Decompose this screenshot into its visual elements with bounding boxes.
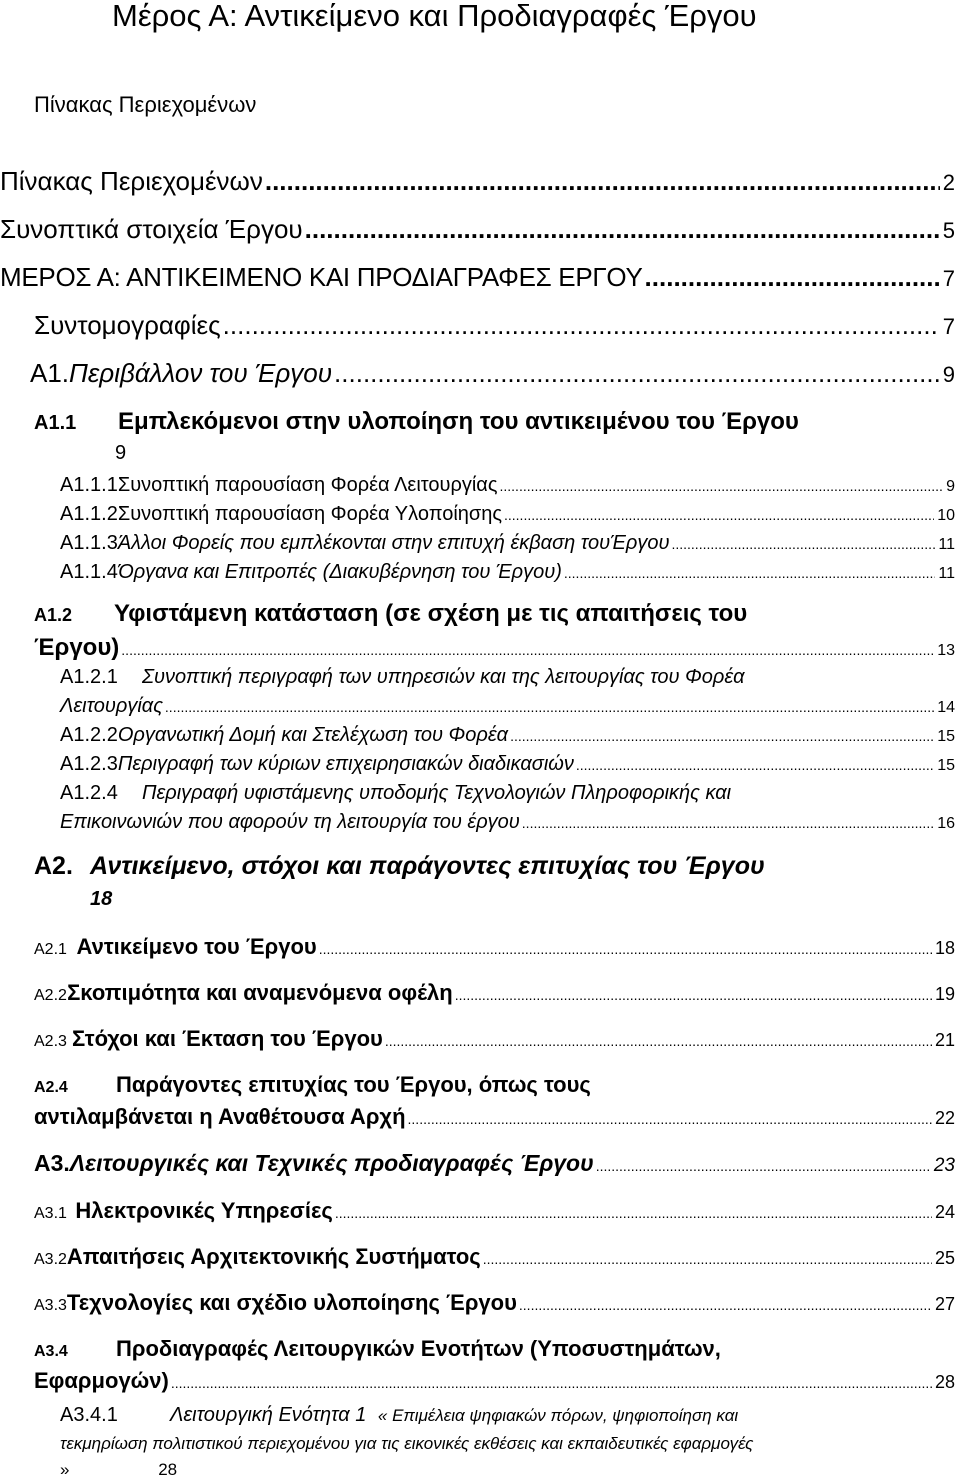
toc-entry-text: Περιβάλλον του Έργου bbox=[69, 358, 333, 388]
toc-leader bbox=[408, 1111, 932, 1127]
toc-entry[interactable] bbox=[34, 1072, 591, 1098]
toc-leader bbox=[455, 987, 932, 1003]
toc-entry-text: Λειτουργικές και Τεχνικές προδιαγραφές Έργου bbox=[69, 1150, 594, 1176]
toc-entry-text: Στόχοι και Έκταση του Έργου bbox=[71, 1026, 383, 1051]
toc-entry-page: 11 bbox=[938, 536, 955, 553]
toc-entry-number: Α3. bbox=[34, 1150, 70, 1176]
toc-leader bbox=[504, 507, 934, 523]
toc-entry-number: Α2.4 bbox=[34, 1079, 68, 1096]
toc-entry-page: 9 bbox=[115, 442, 127, 464]
toc-entry[interactable] bbox=[34, 980, 955, 1006]
toc-entry-number: Α2.1 bbox=[34, 941, 67, 958]
toc-entry[interactable] bbox=[0, 262, 955, 293]
toc-entry-number: Α3.1 bbox=[34, 1205, 67, 1222]
toc-entry-page: 7 bbox=[942, 266, 955, 291]
toc-entry-closing-quote: » bbox=[60, 1460, 70, 1479]
toc-entry-number: Α1.2.2 bbox=[60, 724, 118, 746]
toc-leader bbox=[510, 728, 934, 744]
toc-leader bbox=[319, 941, 932, 957]
toc-entry-number: Α1.2.3 bbox=[60, 753, 118, 775]
toc-entry-text: Τεχνολογίες και σχέδιο υλοποίησης Έργου bbox=[66, 1290, 517, 1315]
toc-entry[interactable] bbox=[34, 934, 955, 960]
toc-entry-page: 19 bbox=[934, 984, 955, 1004]
toc-entry-text: Συντομογραφίες bbox=[34, 310, 221, 340]
toc-entry-continuation bbox=[34, 634, 955, 662]
toc-entry[interactable] bbox=[34, 852, 765, 881]
toc-title: Πίνακας Περιεχομένων bbox=[34, 92, 257, 117]
toc-leader bbox=[171, 1375, 932, 1391]
toc-leader bbox=[645, 262, 940, 293]
toc-leader bbox=[165, 699, 934, 715]
toc-entry-page: 22 bbox=[934, 1108, 955, 1128]
toc-entry-page: 9 bbox=[942, 362, 955, 387]
toc-entry-text: Συνοπτική περιγραφή των υπηρεσιών και της λειτουργίας του Φορέα bbox=[142, 666, 745, 688]
toc-leader bbox=[576, 757, 934, 773]
toc-entry-number: Α3.3 bbox=[34, 1297, 67, 1314]
toc-entry[interactable] bbox=[60, 532, 955, 555]
toc-entry-text: Συνοπτική παρουσίαση Φορέα Λειτουργίας bbox=[117, 474, 498, 496]
toc-entry-text: Οργανωτική Δομή και Στελέχωση του Φορέα bbox=[117, 724, 509, 746]
toc-entry[interactable] bbox=[34, 408, 799, 436]
toc-entry-page: 2 bbox=[942, 170, 955, 195]
toc-entry[interactable] bbox=[60, 666, 745, 689]
toc-entry-text: Όργανα και Επιτροπές (Διακυβέρνηση του Έργου) bbox=[117, 561, 562, 583]
toc-entry-continuation bbox=[34, 1104, 955, 1130]
toc-entry[interactable] bbox=[60, 782, 731, 805]
toc-leader bbox=[223, 310, 940, 341]
toc-leader bbox=[522, 815, 934, 831]
toc-entry[interactable] bbox=[60, 753, 955, 776]
toc-entry-page: 15 bbox=[937, 757, 955, 774]
toc-entry-page: 25 bbox=[934, 1248, 955, 1268]
toc-entry-number: Α3.2 bbox=[34, 1251, 67, 1268]
toc-entry-text: Λειτουργική Ενότητα 1 bbox=[170, 1404, 367, 1426]
toc-entry[interactable] bbox=[0, 166, 955, 197]
toc-entry-page: 13 bbox=[937, 642, 955, 659]
toc-entry[interactable] bbox=[60, 1404, 738, 1427]
toc-entry-text: Εμπλεκόμενοι στην υλοποίηση του αντικειμένου του Έργου bbox=[118, 408, 799, 435]
toc-leader bbox=[483, 1251, 932, 1267]
toc-entry-number: Α1.1.4 bbox=[60, 561, 118, 583]
toc-leader bbox=[519, 1297, 932, 1313]
toc-entry-page: 27 bbox=[934, 1294, 955, 1314]
toc-entry-page: 24 bbox=[934, 1202, 955, 1222]
toc-entry-continuation bbox=[60, 811, 955, 834]
toc-entry[interactable] bbox=[60, 724, 955, 747]
toc-entry-text: Αντικείμενο, στόχοι και παράγοντες επιτυχίας του Έργου bbox=[90, 852, 765, 880]
toc-leader bbox=[305, 214, 940, 245]
toc-entry-page: 14 bbox=[937, 699, 955, 716]
toc-entry-text: Άλλοι Φορείς που εμπλέκονται στην επιτυχή έκβαση τουΈργου bbox=[117, 532, 670, 554]
toc-entry-closing bbox=[60, 1460, 177, 1480]
toc-entry-page: 23 bbox=[933, 1155, 955, 1176]
toc-entry-text: Ηλεκτρονικές Υπηρεσίες bbox=[75, 1198, 333, 1223]
toc-entry[interactable] bbox=[34, 1244, 955, 1270]
toc-entry-text: Απαιτήσεις Αρχιτεκτονικής Συστήματος bbox=[66, 1244, 481, 1269]
toc-entry[interactable] bbox=[60, 474, 955, 497]
toc-leader bbox=[334, 358, 940, 389]
toc-entry-number: Α1.2.1 bbox=[60, 666, 118, 688]
toc-entry-text-continued: Λειτουργίας bbox=[60, 695, 163, 717]
toc-entry[interactable] bbox=[34, 1336, 721, 1362]
toc-entry-text-detail: « Επιμέλεια ψηφιακών πόρων, ψηφιοποίηση και bbox=[377, 1406, 739, 1425]
toc-entry-text: ΜΕΡΟΣ Α: ΑΝΤΙΚΕΙΜΕΝΟ ΚΑΙ ΠΡΟΔΙΑΓΡΑΦΕΣ ΕΡΓΟΥ bbox=[0, 262, 643, 292]
toc-leader bbox=[564, 565, 936, 581]
toc-leader bbox=[265, 166, 940, 197]
toc-entry-number: Α1.1.1 bbox=[60, 474, 118, 496]
toc-entry-page: 21 bbox=[934, 1030, 955, 1050]
toc-entry-number: Α2.2 bbox=[34, 987, 67, 1004]
toc-entry-continuation bbox=[60, 695, 955, 718]
toc-entry-text: Συνοπτική παρουσίαση Φορέα Υλοποίησης bbox=[117, 503, 502, 525]
toc-entry-text: Περιγραφή των κύριων επιχειρησιακών διαδικασιών bbox=[117, 753, 574, 775]
toc-entry-continuation bbox=[34, 1368, 955, 1394]
page-heading: Μέρος Α: Αντικείμενο και Προδιαγραφές Έργου bbox=[112, 0, 757, 33]
toc-entry-page: 28 bbox=[158, 1460, 178, 1479]
toc-entry[interactable] bbox=[34, 1198, 955, 1224]
toc-entry-page: 28 bbox=[934, 1372, 955, 1392]
toc-entry-number: Α3.4 bbox=[34, 1343, 68, 1360]
toc-leader bbox=[671, 536, 935, 552]
toc-entry[interactable] bbox=[34, 1150, 955, 1177]
toc-entry-text-continued: αντιλαμβάνεται η Αναθέτουσα Αρχή bbox=[34, 1104, 406, 1129]
toc-entry-page: 11 bbox=[938, 565, 955, 582]
toc-entry-number: Α2. bbox=[34, 852, 73, 880]
toc-entry-number: Α2.3 bbox=[34, 1033, 67, 1050]
toc-leader bbox=[335, 1205, 932, 1221]
toc-entry-number: Α1.1.2 bbox=[60, 503, 118, 525]
toc-entry-page: 18 bbox=[934, 938, 955, 958]
toc-leader bbox=[121, 642, 934, 658]
toc-entry-number: Α1.2 bbox=[34, 605, 73, 625]
toc-leader bbox=[500, 478, 944, 494]
toc-entry-text: Υφιστάμενη κατάσταση (σε σχέση με τις απαιτήσεις του bbox=[114, 600, 748, 627]
toc-entry[interactable] bbox=[34, 600, 747, 628]
toc-entry-page: 16 bbox=[937, 815, 955, 832]
toc-entry-number: Α1.1 bbox=[34, 412, 77, 434]
toc-entry[interactable] bbox=[34, 1290, 955, 1316]
toc-entry-text: Παράγοντες επιτυχίας του Έργου, όπως τους bbox=[116, 1072, 591, 1097]
toc-entry-page: 5 bbox=[942, 218, 955, 243]
toc-entry[interactable] bbox=[30, 358, 955, 389]
toc-entry-text: Σκοπιμότητα και αναμενόμενα οφέλη bbox=[67, 980, 453, 1005]
toc-entry-text: Προδιαγραφές Λειτουργικών Ενοτήτων (Υποσυστημάτων, bbox=[116, 1336, 721, 1361]
toc-entry-text: Συνοπτικά στοιχεία Έργου bbox=[0, 214, 303, 244]
toc-entry-number: Α1.2.4 bbox=[60, 782, 118, 804]
toc-entry[interactable] bbox=[0, 214, 955, 245]
toc-entry-text: Αντικείμενο του Έργου bbox=[76, 934, 317, 959]
toc-entry-text: Περιγραφή υφιστάμενης υποδομής Τεχνολογιών Πληροφορικής και bbox=[142, 782, 732, 804]
toc-entry-number: Α1.1.3 bbox=[60, 532, 118, 554]
toc-entry-number: Α3.4.1 bbox=[60, 1404, 118, 1426]
toc-entry-page: 15 bbox=[937, 728, 955, 745]
toc-entry[interactable] bbox=[60, 561, 955, 584]
toc-entry-text-continued: τεκμηρίωση πολιτιστικού περιεχομένου για τις εικονικές εκθέσεις και εκπαιδευτικές εφαρμογές bbox=[60, 1434, 754, 1453]
toc-leader bbox=[385, 1033, 932, 1049]
toc-entry[interactable] bbox=[60, 503, 955, 526]
toc-entry-page: 7 bbox=[942, 314, 955, 339]
toc-entry-text-continued: Έργου) bbox=[34, 634, 120, 661]
toc-entry-number: Α1. bbox=[30, 358, 70, 388]
toc-entry[interactable] bbox=[34, 1026, 955, 1052]
toc-entry-page: 10 bbox=[937, 507, 955, 524]
toc-entry-page: 9 bbox=[946, 478, 955, 495]
toc-entry-text-continued: Επικοινωνιών που αφορούν τη λειτουργία του έργου bbox=[60, 811, 520, 833]
toc-entry-text-continued: Εφαρμογών) bbox=[34, 1368, 169, 1393]
toc-entry-text: Πίνακας Περιεχομένων bbox=[0, 166, 263, 196]
toc-leader bbox=[596, 1158, 931, 1174]
toc-entry[interactable] bbox=[34, 310, 955, 341]
toc-entry-page: 18 bbox=[90, 888, 113, 910]
